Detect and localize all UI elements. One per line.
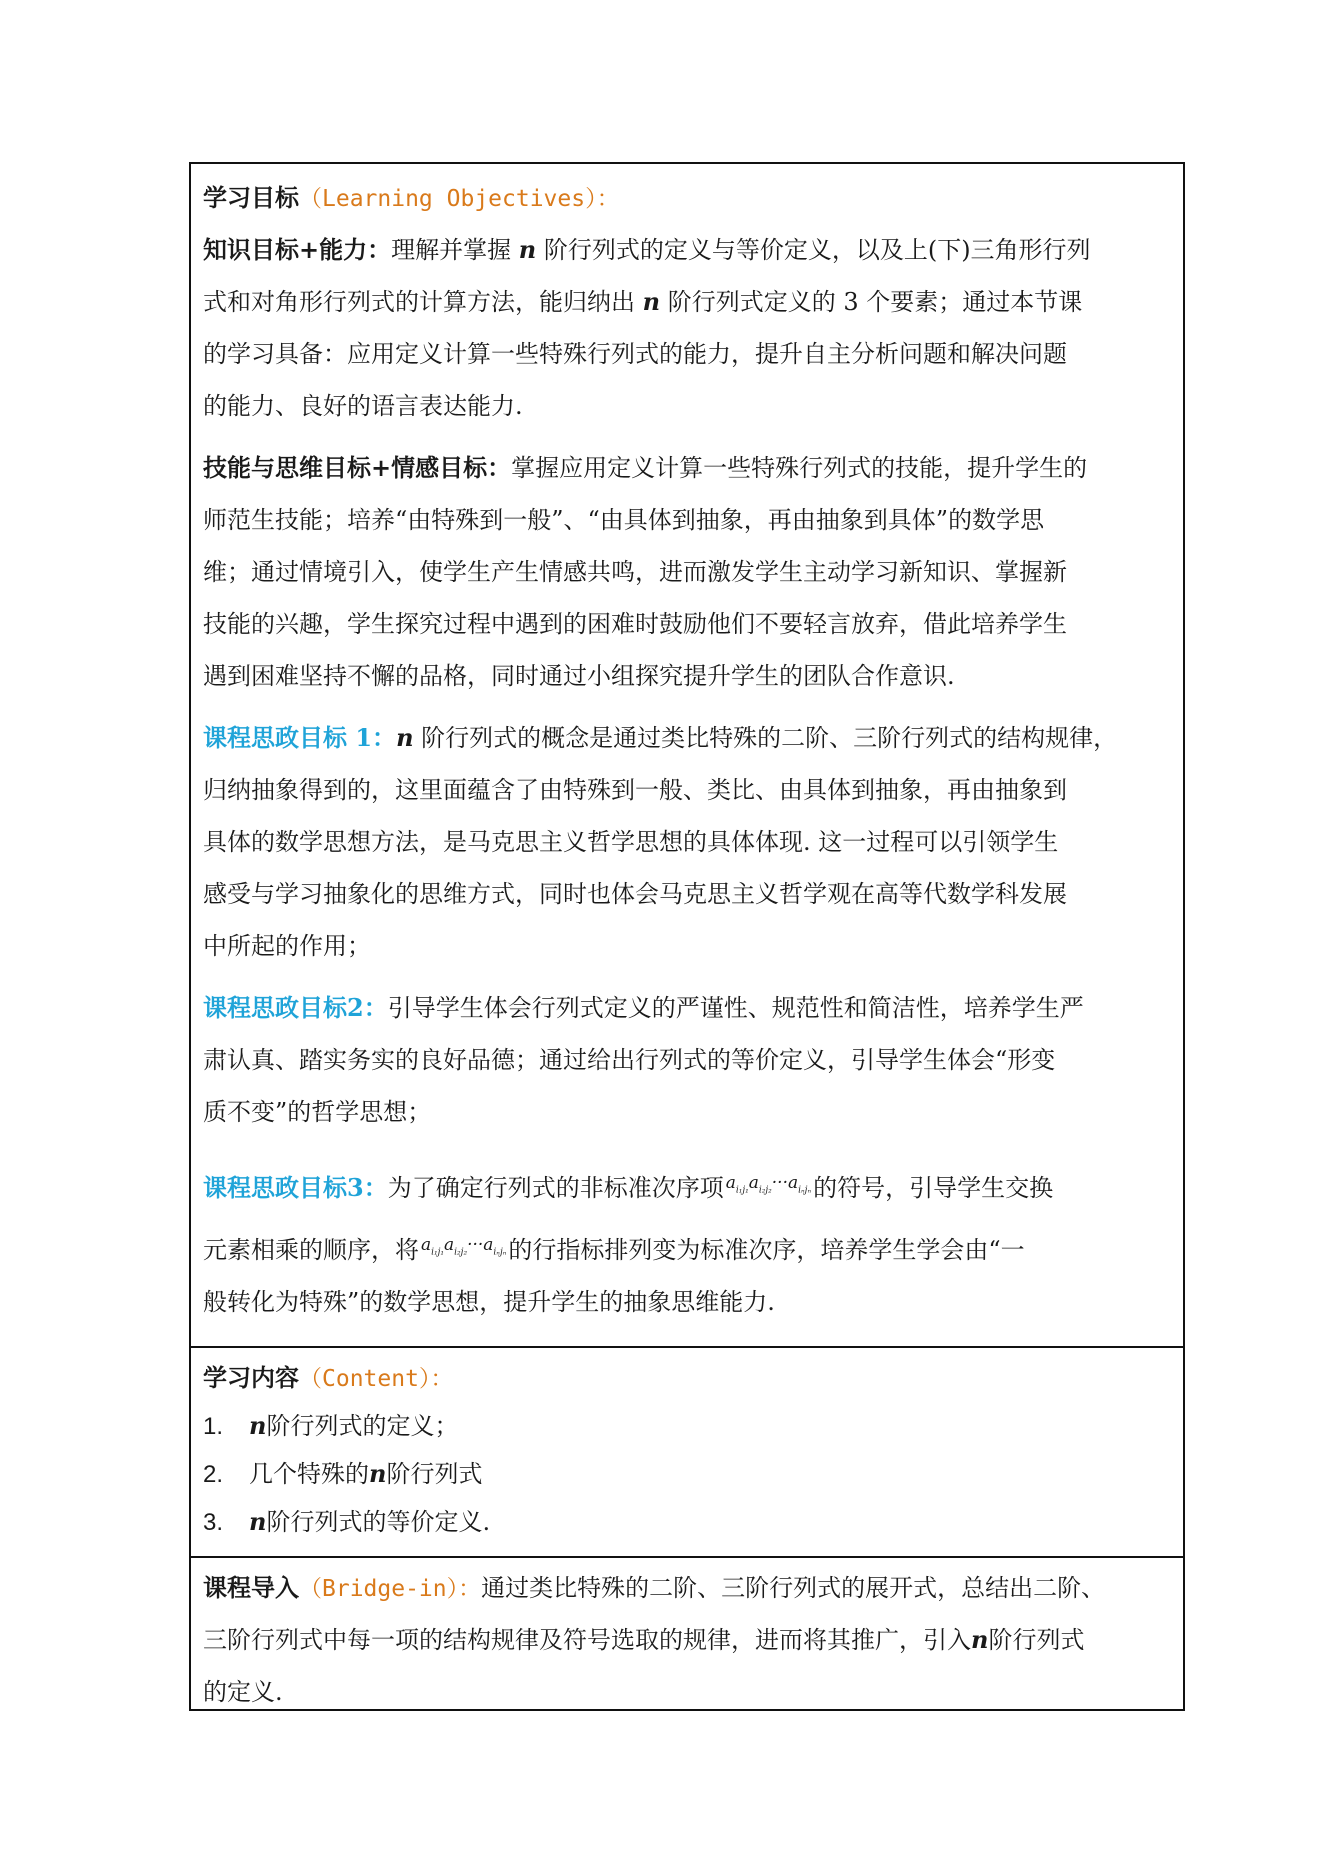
ideology-goal-2-label: 课程思政目标2：	[203, 993, 388, 1022]
skill-line-5: 遇到困难坚持不懈的品格，同时通过小组探究提升学生的团队合作意识.	[203, 662, 955, 690]
product-term-formula: ai₁j₁ai₂j₂···aiₙjₙ	[421, 1235, 507, 1258]
objectives-heading: 学习目标（Learning Objectives）：	[203, 183, 620, 212]
knowledge-label: 知识目标+能力：	[203, 235, 392, 264]
ideology-goal-3-line-1: 课程思政目标3：为了确定行列式的非标准次序项 $^{a_{i_1j_1}a_{i_2j_2}\cdot\cdot\cdot a_{i_nj_n}}$的符号，引导学生交换	[203, 1173, 1054, 1202]
knowledge-line-4: 的能力、良好的语言表达能力.	[203, 392, 523, 420]
content-item-3: 3. n阶行列式的等价定义.	[203, 1507, 491, 1536]
bridge-in-cell	[191, 1556, 1183, 1709]
ideology-goal-1-line-3: 具体的数学思想方法，是马克思主义哲学思想的具体体现. 这一过程可以引领学生	[203, 828, 1059, 856]
skill-line-3: 维；通过情境引入，使学生产生情感共鸣，进而激发学生主动学习新知识、掌握新	[203, 558, 1067, 586]
ideology-goal-1-line-4: 感受与学习抽象化的思维方式，同时也体会马克思主义哲学观在高等代数学科发展	[203, 880, 1067, 908]
bridge-line-1: 课程导入（Bridge-in）：通过类比特殊的二阶、三阶行列式的展开式，总结出二阶、	[203, 1573, 1106, 1602]
knowledge-line-1: 知识目标+能力：理解并掌握 n 阶行列式的定义与等价定义，以及上(下)三角形行列	[203, 235, 1091, 264]
ideology-goal-1-line-2: 归纳抽象得到的，这里面蕴含了由特殊到一般、类比、由具体到抽象，再由抽象到	[203, 776, 1067, 804]
content-item-2: 2. 几个特殊的n阶行列式	[203, 1459, 483, 1488]
knowledge-line-2: 式和对角形行列式的计算方法，能归纳出 n 阶行列式定义的 3 个要素；通过本节课	[203, 287, 1083, 316]
ideology-goal-1-label: 课程思政目标 1：	[203, 723, 397, 752]
ideology-goal-2-line-2: 肃认真、踏实务实的良好品德；通过给出行列式的等价定义，引导学生体会“形变	[203, 1046, 1056, 1074]
bridge-line-2: 三阶行列式中每一项的结构规律及符号选取的规律，进而将其推广，引入n阶行列式	[203, 1625, 1085, 1654]
content-heading: 学习内容（Content）：	[203, 1363, 454, 1392]
learning-objectives-cell	[191, 164, 1183, 1346]
bridge-line-3: 的定义.	[203, 1678, 283, 1706]
product-term-formula: ai₁j₁ai₂j₂···aiₙjₙ	[725, 1173, 812, 1196]
skill-line-1: 技能与思维目标+情感目标：掌握应用定义计算一些特殊行列式的技能，提升学生的	[203, 453, 1088, 482]
learning-content-cell	[191, 1346, 1183, 1556]
knowledge-line-3: 的学习具备：应用定义计算一些特殊行列式的能力，提升自主分析问题和解决问题	[203, 340, 1067, 368]
skill-line-4: 技能的兴趣，学生探究过程中遇到的困难时鼓励他们不要轻言放弃，借此培养学生	[203, 610, 1067, 638]
ideology-goal-3-line-2: 元素相乘的顺序，将 $^{a_{i_1j_1}a_{i_2j_2}\cdot\cdot\cdot a_{i_nj_n}}$的行指标排列变为标准次序，培养学生学会由“一	[203, 1235, 1025, 1264]
ideology-goal-1-line-5: 中所起的作用；	[203, 932, 371, 960]
skill-line-2: 师范生技能；培养“由特殊到一般”、“由具体到抽象，再由抽象到具体”的数学思	[203, 506, 1045, 534]
ideology-goal-3-label: 课程思政目标3：	[203, 1173, 388, 1202]
lesson-plan-table	[189, 162, 1185, 1711]
ideology-goal-3-line-3: 般转化为特殊”的数学思想，提升学生的抽象思维能力.	[203, 1288, 775, 1316]
ideology-goal-2-line-3: 质不变”的哲学思想；	[203, 1098, 432, 1126]
ideology-goal-1-line-1: 课程思政目标 1：n 阶行列式的概念是通过类比特殊的二阶、三阶行列式的结构规律，	[203, 723, 1118, 752]
content-item-1: 1. n阶行列式的定义；	[203, 1411, 459, 1440]
skill-label: 技能与思维目标+情感目标：	[203, 453, 512, 482]
ideology-goal-2-line-1: 课程思政目标2：引导学生体会行列式定义的严谨性、规范性和简洁性，培养学生严	[203, 993, 1084, 1022]
